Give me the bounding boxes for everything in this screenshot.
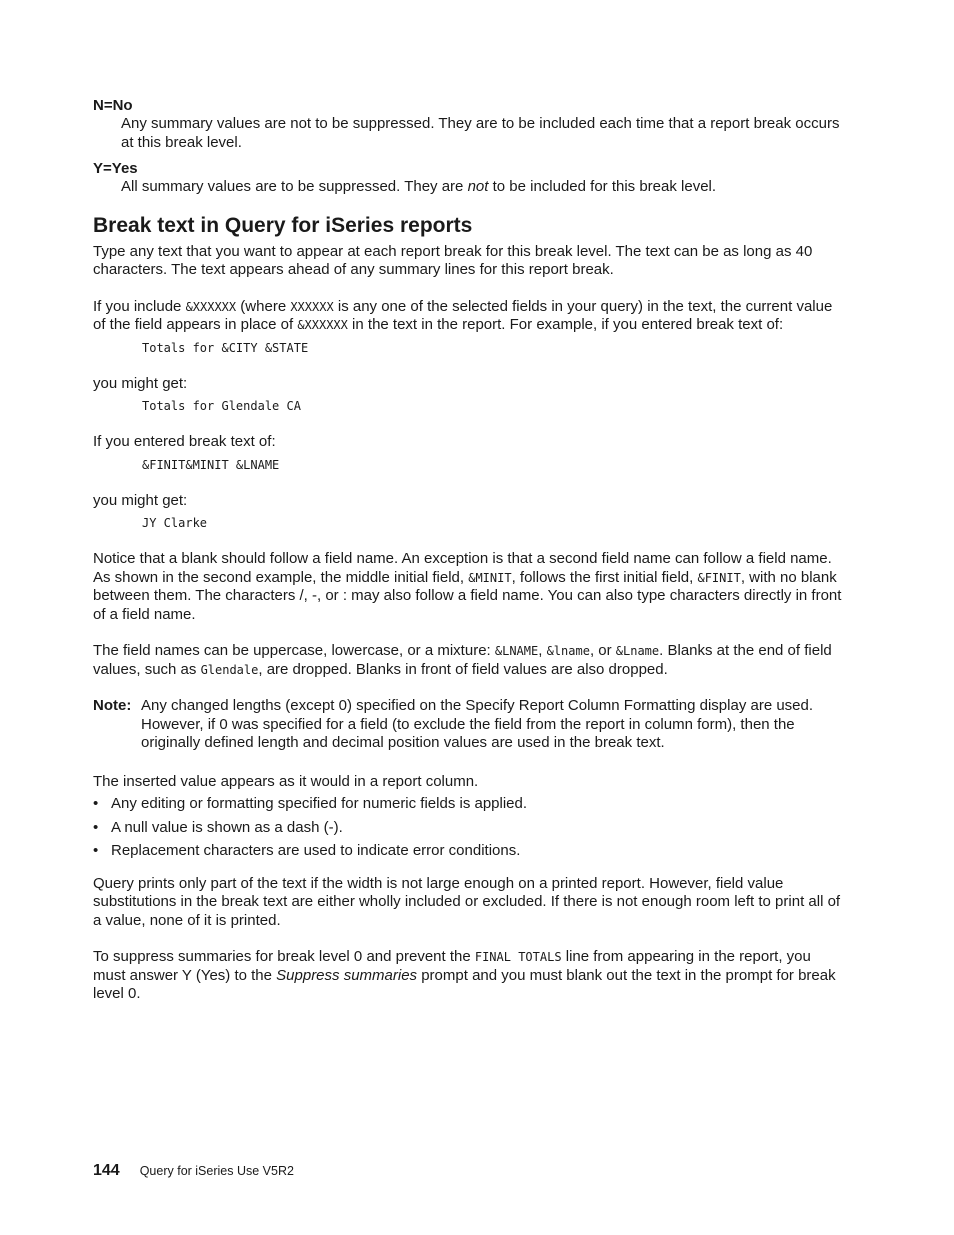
page-content [93,97,843,1004]
bullet-icon: • [93,818,99,836]
example2-code: &FINIT&MINIT &LNAME [142,457,280,472]
bullet-list [93,795,843,861]
section-heading: Break text in Query for iSeries reports [93,213,473,237]
list-item: • Replacement characters are used to indicate error conditions. [93,842,521,859]
def-term-no: N=No [93,97,133,114]
example2-result: JY Clarke [142,516,208,530]
intro-paragraph: Type any text that you want to appear at each report break for this break level. The text can be as long as 40 characters. The text appears ahead of any summary lines for this report break. [93,242,813,278]
bullet-icon: • [93,795,99,812]
entered-text: If you entered break text of: [93,433,276,450]
page-footer [93,1162,294,1180]
bullet-icon: • [93,842,99,859]
list-item: • Any editing or formatting specified for numeric fields is applied. [93,795,528,812]
list-item: • A null value is shown as a dash (-). [93,818,343,836]
might-get-text-1: you might get: [93,374,188,392]
include-paragraph: If you include &XXXXXX (where XXXXXX is any one of the selected fields in your query) in the text, the current value of the field appears in place of &XXXXXX in the text in the report. For example, if you entered break text of: [93,297,833,333]
def-text-no: Any summary values are not to be suppressed. They are to be included each time that a report break occurs at this break level. [121,115,840,151]
page-number: 144 [93,1162,120,1179]
note-label: Note: [93,697,132,714]
example1-result: Totals for Glendale CA [142,399,301,413]
example1-code: Totals for &CITY &STATE [142,340,309,355]
note-text: Any changed lengths (except 0) specified on the Specify Report Column Formatting display are used. However, if 0 was specified for a field (to exclude the field from the report in column form), then the originally defined length and decimal position values are used in the break text. [141,697,814,751]
notice-paragraph: Notice that a blank should follow a field name. An exception is that a second field name can follow a field name. As shown in the second example, the middle initial field, &MINIT, follows the first initial field, &FINIT, with no blank between them. The characters /, -, or : may also follow a field name. You can also type characters directly in front of a field name. [93,550,842,623]
inserted-paragraph: The inserted value appears as it would in a report column. [93,772,479,790]
definition-list [93,97,843,197]
might-get-text-2: you might get: [93,491,188,509]
document-title: Query for iSeries Use V5R2 [139,1164,294,1178]
suppress-paragraph: To suppress summaries for break level 0 and prevent the FINAL TOTALS line from appearing in the report, you must answer Y (Yes) to the Suppress summaries prompt and you must blank out the text in the prompt for break level 0. [93,948,836,1002]
note-block [93,697,843,753]
emphasis-not: not [467,178,489,195]
def-text-yes: All summary values are to be suppressed. They are not to be included for this break level. [121,178,717,195]
prints-paragraph: Query prints only part of the text if the width is not large enough on a printed report. However, field value substitutions in the break text are either wholly included or excluded. If there is not enough room left to print all of a value, none of it is printed. [93,874,841,929]
def-term-yes: Y=Yes [93,160,138,177]
field-names-paragraph: The field names can be uppercase, lowercase, or a mixture: &LNAME, &lname, or &Lname. Blanks at the end of field values, such as Glendale, are dropped. Blanks in front of field values are also dropped. [93,642,832,678]
